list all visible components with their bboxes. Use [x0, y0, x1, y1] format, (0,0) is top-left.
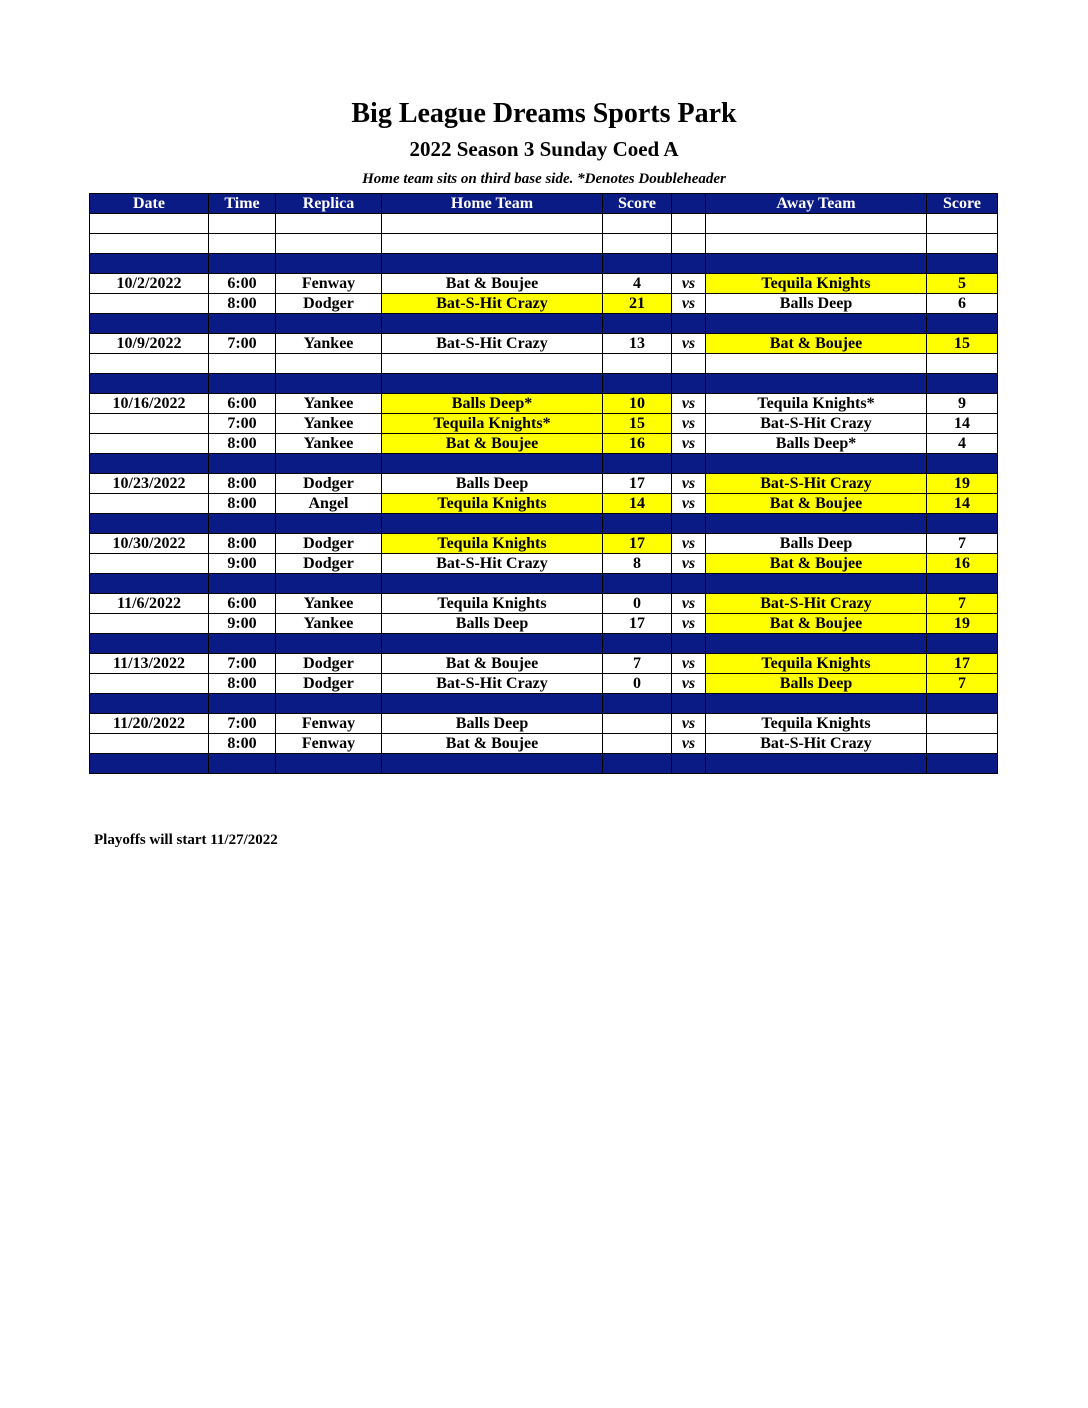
cell-home-score [603, 234, 672, 254]
table-row [90, 674, 998, 694]
cell-time [209, 374, 276, 394]
cell-replica: Dodger [276, 554, 382, 574]
cell-time: 7:00 [209, 334, 276, 354]
cell-away-team: Bat-S-Hit Crazy [706, 414, 927, 434]
cell-date [90, 354, 209, 374]
cell-replica: Dodger [276, 674, 382, 694]
table-row [90, 714, 998, 734]
cell-date [90, 514, 209, 534]
cell-away-team: Bat & Boujee [706, 554, 927, 574]
cell-vs [672, 694, 706, 714]
cell-away-team [706, 454, 927, 474]
cell-vs: vs [672, 594, 706, 614]
cell-away-score [927, 634, 998, 654]
cell-away-score: 4 [927, 434, 998, 454]
cell-date: 11/6/2022 [90, 594, 209, 614]
schedule-note: Home team sits on third base side. *Denotes Doubleheader [362, 171, 726, 187]
cell-date: 10/16/2022 [90, 394, 209, 414]
cell-away-team: Bat & Boujee [706, 334, 927, 354]
cell-home-score [603, 714, 672, 734]
cell-date [90, 254, 209, 274]
cell-away-score: 9 [927, 394, 998, 414]
cell-home-score [603, 374, 672, 394]
cell-vs [672, 234, 706, 254]
cell-replica [276, 754, 382, 774]
cell-away-team: Bat-S-Hit Crazy [706, 594, 927, 614]
separator-row [90, 514, 998, 534]
cell-home-score: 21 [603, 294, 672, 314]
cell-home-team: Balls Deep [382, 474, 603, 494]
separator-row [90, 314, 998, 334]
table-row [90, 494, 998, 514]
col-header-home-score: Score [603, 194, 672, 214]
cell-home-team [382, 514, 603, 534]
cell-time: 8:00 [209, 734, 276, 754]
cell-away-team: Tequila Knights [706, 654, 927, 674]
cell-home-score: 17 [603, 534, 672, 554]
cell-away-team [706, 234, 927, 254]
cell-vs: vs [672, 394, 706, 414]
table-row [90, 594, 998, 614]
col-header-vs [672, 194, 706, 214]
cell-time [209, 634, 276, 654]
schedule-table [89, 193, 998, 774]
cell-home-score [603, 314, 672, 334]
page-subtitle: 2022 Season 3 Sunday Coed A [409, 137, 679, 161]
cell-home-team: Balls Deep [382, 714, 603, 734]
cell-home-score: 8 [603, 554, 672, 574]
cell-away-score: 5 [927, 274, 998, 294]
cell-home-score: 10 [603, 394, 672, 414]
cell-away-team [706, 754, 927, 774]
cell-home-team [382, 354, 603, 374]
cell-replica [276, 514, 382, 534]
cell-time: 8:00 [209, 434, 276, 454]
cell-replica [276, 454, 382, 474]
cell-replica: Dodger [276, 294, 382, 314]
cell-away-team [706, 574, 927, 594]
cell-time [209, 234, 276, 254]
cell-time [209, 454, 276, 474]
cell-home-score [603, 514, 672, 534]
cell-time: 9:00 [209, 614, 276, 634]
header-row [90, 194, 998, 214]
blank-row [90, 234, 998, 254]
cell-away-team: Bat & Boujee [706, 494, 927, 514]
cell-replica: Fenway [276, 734, 382, 754]
cell-away-team: Tequila Knights [706, 274, 927, 294]
separator-row [90, 694, 998, 714]
cell-time: 8:00 [209, 534, 276, 554]
cell-away-score: 7 [927, 594, 998, 614]
cell-vs: vs [672, 474, 706, 494]
cell-away-score [927, 254, 998, 274]
cell-away-team [706, 314, 927, 334]
cell-time [209, 694, 276, 714]
table-row [90, 274, 998, 294]
cell-vs: vs [672, 554, 706, 574]
cell-home-team [382, 234, 603, 254]
cell-home-score: 17 [603, 614, 672, 634]
cell-away-score [927, 754, 998, 774]
blank-row [90, 214, 998, 234]
cell-home-team: Bat-S-Hit Crazy [382, 294, 603, 314]
cell-replica: Yankee [276, 594, 382, 614]
table-row [90, 334, 998, 354]
cell-replica: Yankee [276, 614, 382, 634]
cell-away-score: 7 [927, 534, 998, 554]
cell-replica: Dodger [276, 474, 382, 494]
cell-home-team: Bat & Boujee [382, 734, 603, 754]
cell-vs [672, 354, 706, 374]
cell-time: 8:00 [209, 294, 276, 314]
cell-time: 7:00 [209, 654, 276, 674]
cell-vs: vs [672, 434, 706, 454]
cell-away-score: 19 [927, 614, 998, 634]
cell-away-team [706, 214, 927, 234]
cell-vs [672, 754, 706, 774]
cell-vs [672, 514, 706, 534]
cell-time: 9:00 [209, 554, 276, 574]
cell-home-score [603, 754, 672, 774]
cell-away-team: Bat-S-Hit Crazy [706, 474, 927, 494]
cell-home-score [603, 354, 672, 374]
cell-home-team [382, 314, 603, 334]
cell-home-score [603, 214, 672, 234]
separator-row [90, 574, 998, 594]
cell-away-team: Tequila Knights [706, 714, 927, 734]
blank-row [90, 354, 998, 374]
cell-home-score: 13 [603, 334, 672, 354]
cell-time [209, 214, 276, 234]
cell-away-score [927, 514, 998, 534]
cell-home-team: Bat-S-Hit Crazy [382, 334, 603, 354]
cell-away-score [927, 734, 998, 754]
cell-away-score [927, 314, 998, 334]
cell-replica [276, 214, 382, 234]
page-title: Big League Dreams Sports Park [351, 98, 737, 129]
table-row [90, 654, 998, 674]
cell-replica: Fenway [276, 714, 382, 734]
cell-home-team [382, 454, 603, 474]
cell-home-team: Bat & Boujee [382, 274, 603, 294]
cell-time: 8:00 [209, 674, 276, 694]
cell-home-team: Tequila Knights* [382, 414, 603, 434]
cell-time [209, 514, 276, 534]
cell-home-score [603, 634, 672, 654]
cell-vs: vs [672, 274, 706, 294]
cell-replica: Yankee [276, 334, 382, 354]
cell-vs: vs [672, 674, 706, 694]
cell-vs: vs [672, 294, 706, 314]
cell-date: 10/2/2022 [90, 274, 209, 294]
cell-replica [276, 254, 382, 274]
cell-home-score: 7 [603, 654, 672, 674]
cell-date [90, 754, 209, 774]
cell-vs: vs [672, 414, 706, 434]
cell-away-score [927, 714, 998, 734]
cell-home-team [382, 254, 603, 274]
cell-away-team: Balls Deep [706, 294, 927, 314]
cell-time [209, 754, 276, 774]
col-header-away-team: Away Team [706, 194, 927, 214]
cell-date [90, 294, 209, 314]
cell-home-score [603, 694, 672, 714]
cell-vs: vs [672, 334, 706, 354]
cell-date [90, 454, 209, 474]
cell-vs [672, 214, 706, 234]
cell-replica: Yankee [276, 394, 382, 414]
cell-home-score: 17 [603, 474, 672, 494]
cell-date: 10/9/2022 [90, 334, 209, 354]
cell-away-score: 19 [927, 474, 998, 494]
cell-replica [276, 374, 382, 394]
cell-home-team [382, 634, 603, 654]
table-row [90, 614, 998, 634]
cell-home-team: Tequila Knights [382, 534, 603, 554]
cell-vs [672, 634, 706, 654]
cell-home-score: 4 [603, 274, 672, 294]
cell-home-score: 15 [603, 414, 672, 434]
cell-replica: Dodger [276, 654, 382, 674]
cell-away-score [927, 694, 998, 714]
cell-away-team: Tequila Knights* [706, 394, 927, 414]
table-row [90, 414, 998, 434]
cell-home-score: 16 [603, 434, 672, 454]
cell-away-team [706, 694, 927, 714]
cell-home-team: Bat-S-Hit Crazy [382, 674, 603, 694]
cell-vs [672, 574, 706, 594]
cell-home-team [382, 694, 603, 714]
cell-away-score [927, 214, 998, 234]
playoffs-note: Playoffs will start 11/27/2022 [94, 832, 278, 848]
table-row [90, 534, 998, 554]
cell-date [90, 214, 209, 234]
cell-vs [672, 314, 706, 334]
cell-date [90, 494, 209, 514]
cell-home-team: Balls Deep [382, 614, 603, 634]
cell-home-team [382, 374, 603, 394]
table-row [90, 434, 998, 454]
cell-replica [276, 354, 382, 374]
cell-date [90, 574, 209, 594]
cell-replica: Fenway [276, 274, 382, 294]
cell-date [90, 634, 209, 654]
cell-replica [276, 314, 382, 334]
cell-away-score: 17 [927, 654, 998, 674]
col-header-home-team: Home Team [382, 194, 603, 214]
cell-home-score [603, 574, 672, 594]
cell-date: 10/23/2022 [90, 474, 209, 494]
cell-replica [276, 634, 382, 654]
cell-time [209, 574, 276, 594]
cell-replica: Dodger [276, 534, 382, 554]
table-row [90, 394, 998, 414]
cell-time [209, 354, 276, 374]
cell-time: 6:00 [209, 274, 276, 294]
cell-away-team [706, 374, 927, 394]
cell-date: 10/30/2022 [90, 534, 209, 554]
cell-date [90, 314, 209, 334]
cell-away-score: 6 [927, 294, 998, 314]
cell-time [209, 314, 276, 334]
cell-away-team: Balls Deep* [706, 434, 927, 454]
cell-away-team: Bat & Boujee [706, 614, 927, 634]
cell-home-team: Tequila Knights [382, 494, 603, 514]
separator-row [90, 634, 998, 654]
cell-vs: vs [672, 534, 706, 554]
cell-away-team: Bat-S-Hit Crazy [706, 734, 927, 754]
cell-vs: vs [672, 614, 706, 634]
separator-row [90, 754, 998, 774]
cell-time: 8:00 [209, 474, 276, 494]
cell-date [90, 614, 209, 634]
cell-time: 6:00 [209, 594, 276, 614]
cell-away-team [706, 354, 927, 374]
cell-home-score [603, 454, 672, 474]
cell-away-score [927, 354, 998, 374]
cell-home-score: 0 [603, 594, 672, 614]
cell-away-score [927, 574, 998, 594]
cell-home-team: Bat & Boujee [382, 434, 603, 454]
cell-date [90, 414, 209, 434]
separator-row [90, 254, 998, 274]
col-header-date: Date [90, 194, 209, 214]
cell-date [90, 694, 209, 714]
cell-home-score: 0 [603, 674, 672, 694]
cell-away-score: 16 [927, 554, 998, 574]
cell-time: 7:00 [209, 414, 276, 434]
table-row [90, 734, 998, 754]
cell-vs [672, 454, 706, 474]
cell-date [90, 674, 209, 694]
cell-home-team [382, 574, 603, 594]
cell-replica: Yankee [276, 434, 382, 454]
cell-replica: Angel [276, 494, 382, 514]
cell-home-score [603, 734, 672, 754]
cell-away-score: 15 [927, 334, 998, 354]
table-row [90, 294, 998, 314]
cell-away-score: 14 [927, 494, 998, 514]
cell-time: 7:00 [209, 714, 276, 734]
cell-home-team: Balls Deep* [382, 394, 603, 414]
cell-date [90, 734, 209, 754]
cell-home-score [603, 254, 672, 274]
cell-vs: vs [672, 494, 706, 514]
cell-home-score: 14 [603, 494, 672, 514]
col-header-time: Time [209, 194, 276, 214]
cell-home-team [382, 214, 603, 234]
cell-vs: vs [672, 654, 706, 674]
col-header-away-score: Score [927, 194, 998, 214]
cell-home-team: Tequila Knights [382, 594, 603, 614]
cell-date [90, 554, 209, 574]
cell-date: 11/13/2022 [90, 654, 209, 674]
cell-time: 6:00 [209, 394, 276, 414]
cell-away-team [706, 634, 927, 654]
cell-vs [672, 374, 706, 394]
table-row [90, 554, 998, 574]
cell-away-team [706, 254, 927, 274]
cell-away-team: Balls Deep [706, 534, 927, 554]
cell-replica [276, 574, 382, 594]
cell-date: 11/20/2022 [90, 714, 209, 734]
cell-away-team: Balls Deep [706, 674, 927, 694]
cell-vs: vs [672, 734, 706, 754]
cell-home-team [382, 754, 603, 774]
cell-date [90, 234, 209, 254]
cell-vs [672, 254, 706, 274]
cell-away-score [927, 234, 998, 254]
cell-away-score: 7 [927, 674, 998, 694]
cell-away-team [706, 514, 927, 534]
table-row [90, 474, 998, 494]
cell-away-score: 14 [927, 414, 998, 434]
cell-time: 8:00 [209, 494, 276, 514]
separator-row [90, 374, 998, 394]
cell-replica [276, 234, 382, 254]
cell-away-score [927, 454, 998, 474]
cell-vs: vs [672, 714, 706, 734]
cell-replica: Yankee [276, 414, 382, 434]
cell-date [90, 434, 209, 454]
schedule-body [90, 214, 998, 774]
cell-home-team: Bat & Boujee [382, 654, 603, 674]
cell-replica [276, 694, 382, 714]
cell-away-score [927, 374, 998, 394]
col-header-replica: Replica [276, 194, 382, 214]
cell-time [209, 254, 276, 274]
cell-date [90, 374, 209, 394]
separator-row [90, 454, 998, 474]
cell-home-team: Bat-S-Hit Crazy [382, 554, 603, 574]
